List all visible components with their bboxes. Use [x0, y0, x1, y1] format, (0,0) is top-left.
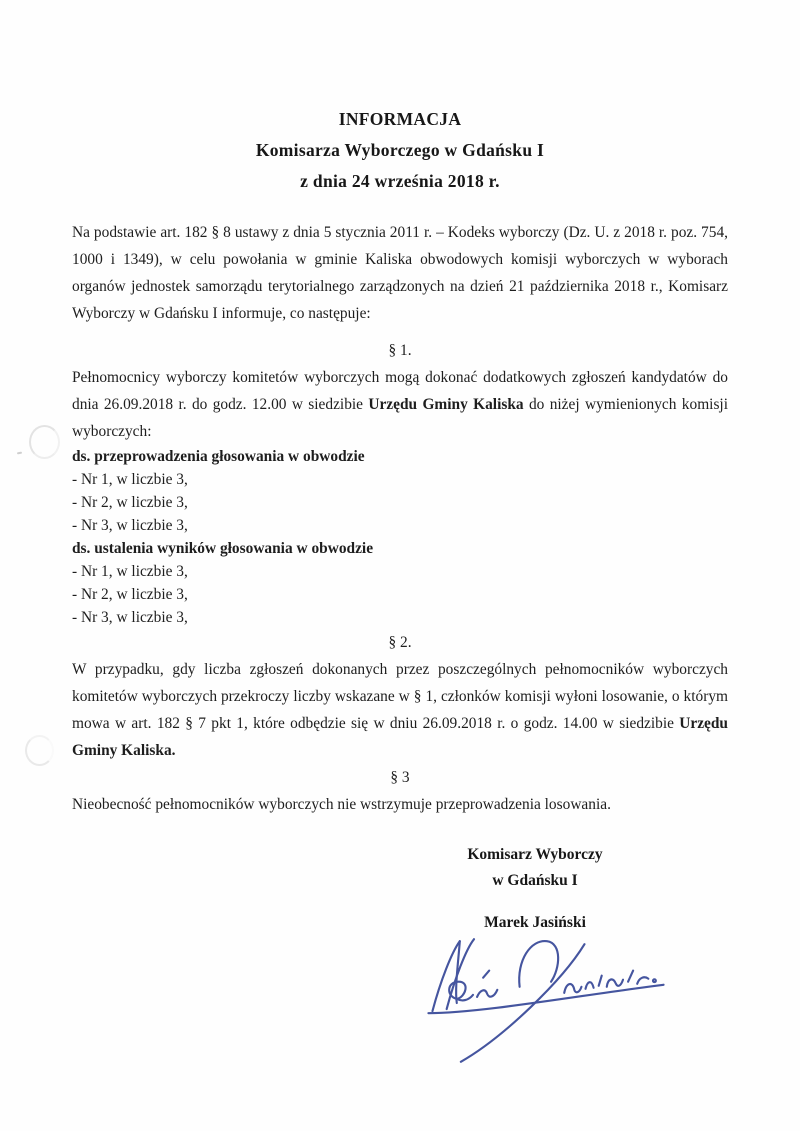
list-item: - Nr 2, w liczbie 3,	[72, 494, 188, 511]
commission-type-1-heading: ds. przeprowadzenia głosowania w obwodzie	[72, 448, 365, 465]
intro-paragraph: Na podstawie art. 182 § 8 ustawy z dnia 5 stycznia 2011 r. – Kodeks wyborczy (Dz. U. z 2018 r. poz. 754, 1000 i 1349), w celu powołania w gminie Kaliska obwodowych komisji wyborczych w wyborach organów jednostek samorządu terytorialnego zarządzonych na dzień 21 października 2018 r., Komisarz Wyborczy w Gdańsku I informuje, co następuje:	[72, 224, 728, 322]
signature-ink	[428, 939, 663, 1062]
signature-block	[395, 842, 675, 936]
section-3-heading: § 3	[390, 769, 410, 786]
list-item: - Nr 1, w liczbie 3,	[72, 563, 188, 580]
section-2-paragraph	[72, 656, 728, 764]
list-item: - Nr 3, w liczbie 3,	[72, 517, 188, 534]
list-item: - Nr 2, w liczbie 3,	[72, 586, 188, 603]
body-text: W przypadku, gdy liczba zgłoszeń dokonanych przez poszczególnych pełnomocników wyborczych komitetów wyborczych przekroczy liczby wskazane w § 1, członków komisji wyłoni losowanie, o którym mowa w art. 182 § 7 pkt 1, które odbędzie się w dniu 26.09.2018 r. o godz. 14.00 w siedzibie	[72, 661, 728, 732]
signatory-role-line1: Komisarz Wyborczy	[467, 846, 603, 863]
handwritten-signature	[420, 928, 676, 1078]
section-2-heading: § 2.	[388, 634, 412, 651]
emphasized-text: Urzędu Gminy Kaliska	[368, 396, 524, 413]
punch-hole-mark	[25, 735, 54, 766]
emphasized-text: Urzędu Gminy Kaliska.	[72, 715, 728, 759]
punch-hole-mark	[29, 425, 60, 459]
body-text: Pełnomocnicy wyborczy komitetów wyborczych mogą dokonać dodatkowych zgłoszeń kandydatów do dnia 26.09.2018 r. do godz. 12.00 w siedzibie	[72, 369, 728, 413]
document-title: INFORMACJA	[338, 109, 462, 129]
commission-type-2-heading: ds. ustalenia wyników głosowania w obwodzie	[72, 540, 374, 557]
section-1-paragraph	[72, 364, 728, 445]
document-subtitle-issuer: Komisarza Wyborczego w Gdańsku I	[255, 140, 545, 160]
section-3-paragraph: Nieobecność pełnomocników wyborczych nie wstrzymuje przeprowadzenia losowania.	[72, 796, 611, 813]
list-item: - Nr 3, w liczbie 3,	[72, 609, 188, 626]
commission-type-2-list	[72, 560, 728, 629]
list-item: - Nr 1, w liczbie 3,	[72, 471, 188, 488]
commission-type-1-list	[72, 468, 728, 537]
document-subtitle-date: z dnia 24 września 2018 r.	[300, 171, 500, 191]
body-text: do niżej wymienionych komisji wyborczych:	[72, 396, 728, 440]
signatory-role-line2: w Gdańsku I	[492, 872, 578, 889]
signatory-name: Marek Jasiński	[484, 914, 586, 931]
section-1-heading: § 1.	[388, 342, 412, 359]
